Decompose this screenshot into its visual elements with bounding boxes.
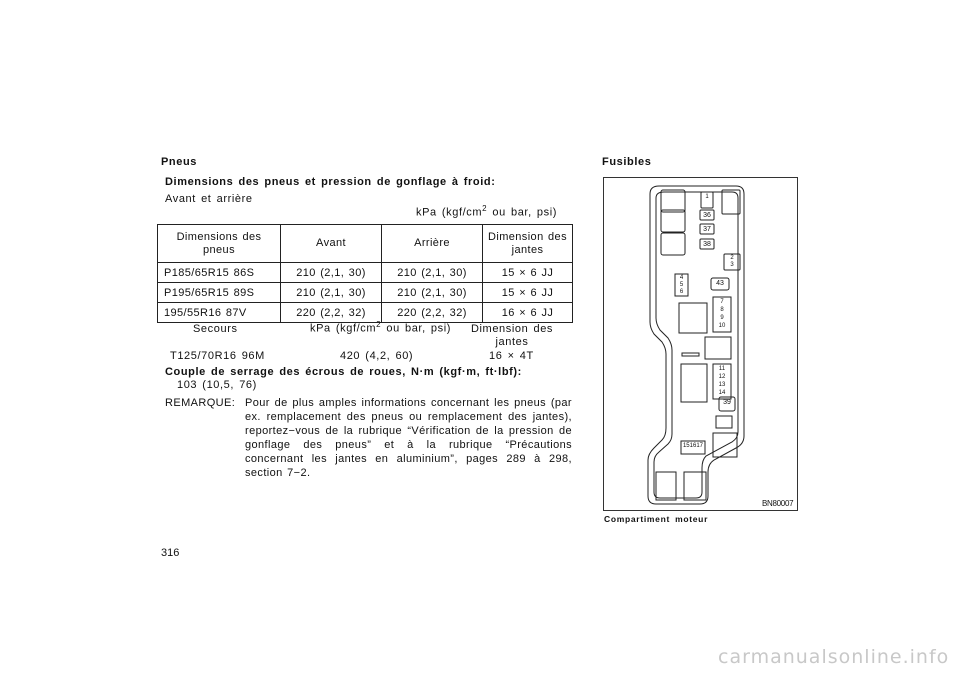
fuse-label-text: 14 [718,390,726,396]
torque-value: 103 (10,5, 76) [177,379,257,391]
units-superscript: 2 [482,204,488,213]
diagram-code: BN80007 [762,499,794,508]
table-cell: 16 × 6 JJ [483,303,573,323]
table-header: Dimensions des pneus [158,225,281,263]
table-cell: 195/55R16 87V [158,303,281,323]
table-header: Avant [281,225,382,263]
tire-pressure-table [157,224,573,323]
fuse-label [681,443,705,449]
fuse-label-text: 5 [679,282,684,288]
spare-rim-size: 16 × 4T [489,350,534,362]
table-header-row [158,225,573,263]
spare-units-line [310,320,451,335]
table-cell: P185/65R15 86S [158,263,281,283]
fuse-label [725,255,739,269]
diagram-caption: Compartiment moteur [604,514,709,524]
pressure-units-line [416,204,557,219]
table-cell: 210 (2,1, 30) [382,283,483,303]
remark-label: REMARQUE: [165,397,236,409]
tire-dimensions-subheading: Dimensions des pneus et pression de gonflage à froid: [165,176,496,188]
table-row [158,283,573,303]
units-superscript: 2 [376,320,382,329]
fuse-label-text: 12 [718,374,726,380]
fuse-label-text: 17 [696,443,704,449]
table-cell: P195/65R15 89S [158,283,281,303]
fuse-label [701,194,713,200]
fuse-label: 39 [723,399,731,406]
fuse-label [713,298,731,330]
fuse-label-text: 4 [679,275,684,281]
fuse-label: 36 [703,212,711,219]
watermark-text: carmanualsonline.info [718,646,950,668]
table-cell: 15 × 6 JJ [483,263,573,283]
fuse-label-text: 13 [718,382,726,388]
page-number: 316 [161,547,180,559]
table-cell: 210 (2,1, 30) [382,263,483,283]
units-text: kPa (kgf/cm [416,206,483,219]
front-rear-label: Avant et arrière [165,193,253,205]
remark-text: Pour de plus amples informations concernant les pneus (par ex. remplacement des pneus ou remplacement des jantes), reportez−vous de la rubrique “Vérification de la pression de gonflage des pneus” et à la rubrique “Précautions concernant les jantes en aluminium”, pages 289 à 298, section 7−2. [245,397,572,479]
spare-tire-size: T125/70R16 96M [170,350,265,362]
fuse-label-text: 11 [718,366,726,372]
table-cell: 210 (2,1, 30) [281,283,382,303]
fuse-label: 43 [716,280,724,287]
torque-heading: Couple de serrage des écrous de roues, N·m (kgf·m, ft·lbf): [165,366,522,378]
spare-tire-pressure: 420 (4,2, 60) [340,350,414,362]
fuse-label-text: 6 [679,289,684,295]
table-cell: 220 (2,2, 32) [382,303,483,323]
fuse-label: 37 [703,226,711,233]
fuse-label-text: 10 [718,323,726,329]
fuse-label-text: 7 [720,299,724,305]
fuse-label [675,275,688,296]
fuse-label-text: 3 [730,262,734,268]
section-heading-fusibles: Fusibles [602,156,652,168]
units-text: kPa (kgf/cm [310,322,377,335]
fuse-label-text: 16 [689,443,697,449]
fuse-label-text: 1 [705,194,709,200]
spare-rim-header: Dimension des jantes [470,323,554,348]
fuse-box-diagram [603,177,798,511]
section-heading-pneus: Pneus [161,156,198,168]
fuse-label [713,365,731,397]
units-text-suffix: ou bar, psi) [381,322,452,335]
units-text-suffix: ou bar, psi) [487,206,558,219]
fuse-label-text: 15 [682,443,690,449]
fuse-label: 38 [703,241,711,248]
table-header: Arrière [382,225,483,263]
table-cell: 15 × 6 JJ [483,283,573,303]
fuse-label-text: 8 [720,307,724,313]
table-cell: 220 (2,2, 32) [281,303,382,323]
fuse-label-text: 2 [730,255,734,261]
fuse-label-text: 9 [720,315,724,321]
table-cell: 210 (2,1, 30) [281,263,382,283]
table-row [158,263,573,283]
spare-label: Secours [193,323,238,335]
table-header: Dimension des jantes [483,225,573,263]
